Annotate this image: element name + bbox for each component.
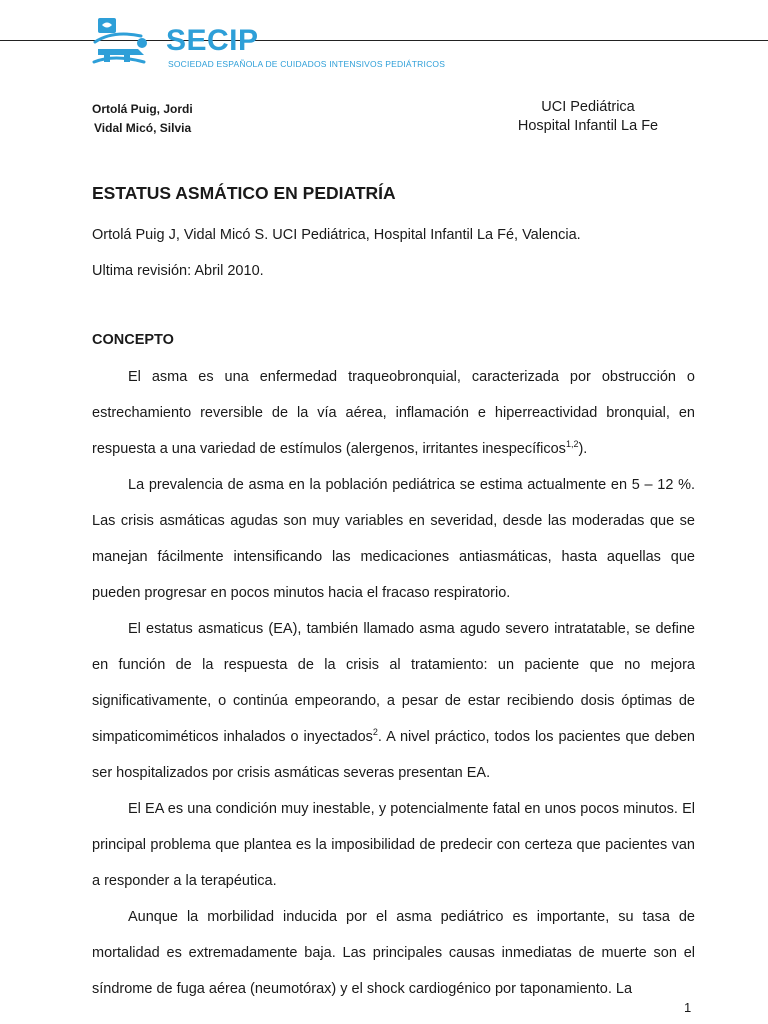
unit-name: UCI Pediátrica (541, 99, 635, 115)
section-heading: CONCEPTO (92, 332, 174, 348)
hospital-name: Hospital Infantil La Fe (517, 118, 659, 134)
citation-superscript: 2 (372, 727, 378, 737)
body-text (92, 359, 695, 1007)
secip-logo (90, 16, 446, 72)
paragraph: El estatus asmaticus (EA), también llamado asma agudo severo intratatable, se define en función de la respuesta de la crisis al tratamiento: un paciente que no mejora significativamente, o continúa empeorando, a pesar de estar recibiendo dosis óptimas de simpaticomiméticos inhalados o inyectados$^2$. A nivel práctico, todos los pacientes que deben ser hospitalizados por crisis asmáticas severas presentan EA. (92, 621, 695, 781)
page-number: 1 (684, 1000, 692, 1015)
logo-subtitle: SOCIEDAD ESPAÑOLA DE CUIDADOS INTENSIVOS PEDIÁTRICOS (168, 59, 446, 69)
author-name: Ortolá Puig, Jordi (92, 102, 193, 116)
citation-superscript: 1,2 (565, 439, 579, 449)
paragraph: La prevalencia de asma en la población pediátrica se estima actualmente en 5 – 12 %. Las crisis asmáticas agudas son muy variables en severidad, desde las moderadas que se manejan fácilmente intensificando las medicaciones antiasmáticas, hasta aquellas que pueden progresar en pocos minutos hacia el fracaso respiratorio. (92, 477, 695, 601)
author-name: Vidal Micó, Silvia (94, 121, 192, 135)
revision-date: Ultima revisión: Abril 2010. (92, 263, 264, 279)
logo-emblem-icon (90, 16, 162, 72)
citation-line: Ortolá Puig J, Vidal Micó S. UCI Pediátrica, Hospital Infantil La Fé, Valencia. (92, 227, 581, 243)
paragraph: El EA es una condición muy inestable, y potencialmente fatal en unos pocos minutos. El principal problema que plantea es la imposibilidad de predecir con certeza que pacientes van a responder a la terapéutica. (92, 801, 695, 889)
document-title: ESTATUS ASMÁTICO EN PEDIATRÍA (92, 183, 396, 203)
logo-brand-text: SECIP (166, 24, 259, 57)
institution-block (508, 98, 668, 136)
paragraph: El asma es una enfermedad traqueobronquial, caracterizada por obstrucción o estrechamiento reversible de la vía aérea, inflamación e hiperreactividad bronquial, en respuesta a una variedad de estímulos (alergenos, irritantes inespecíficos$^{1,2}$). (92, 369, 695, 457)
author-list (92, 100, 193, 138)
paragraph: Aunque la morbilidad inducida por el asma pediátrico es importante, su tasa de mortalidad es extremadamente baja. Las principales causas inmediatas de muerte son el síndrome de fuga aérea (neumotórax) y el shock cardiogénico por taponamiento. La (92, 909, 695, 997)
